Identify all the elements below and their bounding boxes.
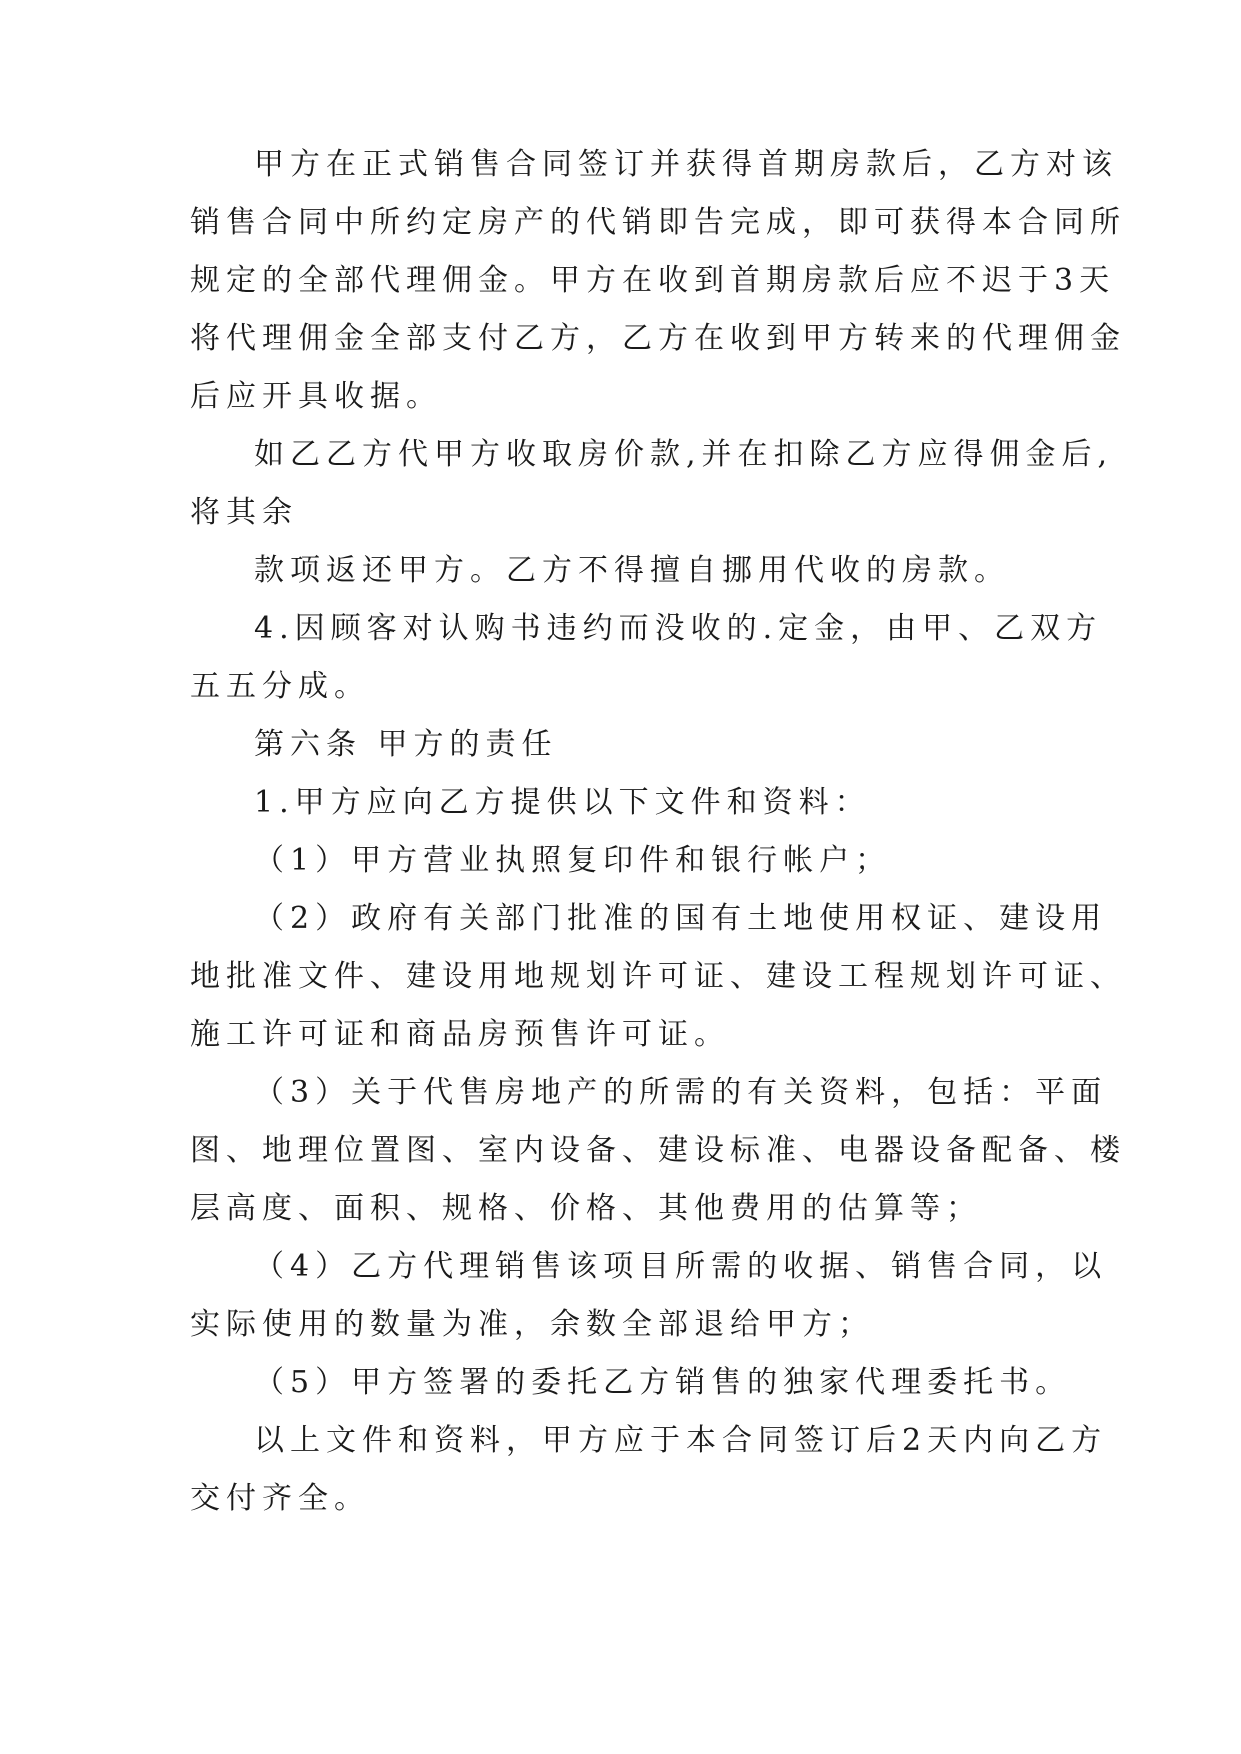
text-line: 款项返还甲方。乙方不得擅自挪用代收的房款。 [254,553,1010,588]
paragraph-commission-completion [190,136,1126,426]
text-line: （4）乙方代理销售该项目所需的收据、销售合同，以 [254,1249,1108,1284]
text-line: 层高度、面积、规格、价格、其他费用的估算等； [190,1191,982,1226]
text-line: 交付齐全。 [190,1481,370,1516]
paragraph-refund [190,542,1060,600]
text-line: 将其余 [190,495,298,530]
section-heading-article-6 [190,716,1060,774]
text-line: 五五分成。 [190,669,370,704]
text-line: 1.甲方应向乙方提供以下文件和资料： [254,785,871,820]
text-line: 实际使用的数量为准，余数全部退给甲方； [190,1307,874,1342]
list-item-3 [190,1064,1126,1238]
text-line: 以上文件和资料，甲方应于本合同签订后2天内向乙方 [254,1423,1108,1458]
text-line: 甲方在正式销售合同签订并获得首期房款后，乙方对该 [254,147,1118,182]
text-line: 规定的全部代理佣金。甲方在收到首期房款后应不迟于3天 [190,263,1116,298]
paragraph-delivery-deadline [190,1412,1108,1528]
text-line: 地批准文件、建设用地规划许可证、建设工程规划许可证、 [190,959,1126,994]
paragraph-deposit-split [190,600,1103,716]
text-line: （5）甲方签署的委托乙方销售的独家代理委托书。 [254,1365,1072,1400]
paragraph-documents-intro [190,774,1060,832]
text-line: 施工许可证和商品房预售许可证。 [190,1017,730,1052]
list-item-4 [190,1238,1108,1354]
text-line: （3）关于代售房地产的所需的有关资料，包括：平面 [254,1075,1108,1110]
text-line: 如乙乙方代甲方收取房价款,并在扣除乙方应得佣金后, [254,437,1114,472]
paragraph-price-collection [190,426,1114,542]
text-line: 图、地理位置图、室内设备、建设标准、电器设备配备、楼 [190,1133,1126,1168]
text-line: 将代理佣金全部支付乙方，乙方在收到甲方转来的代理佣金 [190,321,1126,356]
text-line: 销售合同中所约定房产的代销即告完成，即可获得本合同所 [190,205,1126,240]
list-item-1 [190,832,1060,890]
text-line: 后应开具收据。 [190,379,442,414]
list-item-2 [190,890,1126,1064]
text-line: （2）政府有关部门批准的国有土地使用权证、建设用 [254,901,1108,936]
text-line: 第六条 甲方的责任 [254,727,558,762]
text-line: （1）甲方营业执照复印件和银行帐户； [254,843,892,878]
list-item-5 [190,1354,1072,1412]
text-line: 4.因顾客对认购书违约而没收的.定金，由甲、乙双方 [254,611,1103,646]
